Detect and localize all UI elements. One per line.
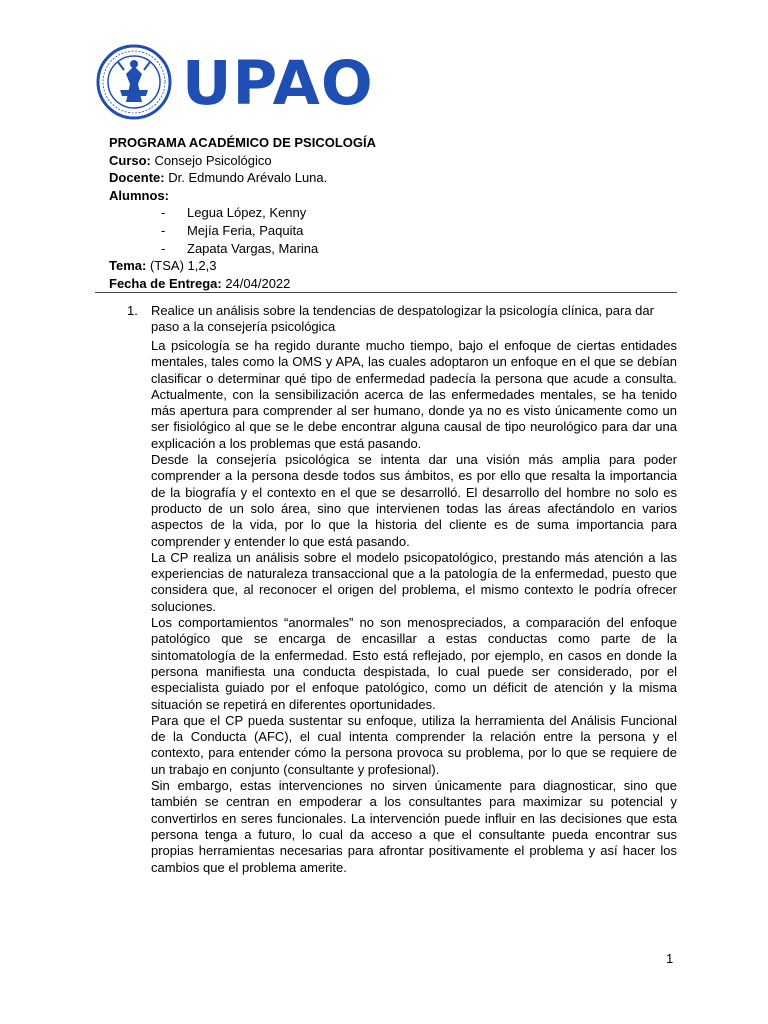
list-item: - Mejía Feria, Paquita <box>161 222 304 238</box>
question-text: Realice un análisis sobre la tendencias de despatologizar la psicología clínica, para dar paso a la consejería psicológica <box>151 303 654 335</box>
paragraph: Sin embargo, estas intervenciones no sirven únicamente para diagnosticar, sino que también se centran en empoderar a los consultantes para maximizar su potencial y convertirlos en seres funcionales. La intervención puede influir en las decisiones que esta persona tenga a futuro, lo cual da acceso a que el consultante pueda encontrar sus propias herramientas necesarias para afrontar positivamente el problema y así hacer los cambios que el problema amerite. <box>151 778 677 875</box>
teacher-line: Docente: Dr. Edmundo Arévalo Luna. <box>109 170 328 186</box>
course-line: Curso: Consejo Psicológico <box>109 152 272 168</box>
question-heading <box>127 303 677 336</box>
university-seal-icon <box>96 44 172 120</box>
list-item: - Legua López, Kenny <box>161 205 307 221</box>
answer-body <box>151 338 677 876</box>
topic-line: Tema: (TSA) 1,2,3 <box>109 258 217 274</box>
list-item: - Zapata Vargas, Marina <box>161 240 319 256</box>
paragraph: Para que el CP pueda sustentar su enfoque, utiliza la herramienta del Análisis Funcional de la Conducta (AFC), el cual intenta comprender la relación entre la persona y el contexto, para entender cómo la persona provoca su problema, por lo que se requiere de un trabajo en conjunto (consultante y profesional). <box>151 712 677 777</box>
paragraph: Los comportamientos “anormales” no son menospreciados, a comparación del enfoque patológico que se encarga de encasillar a estas conductas como parte de la sintomatología de la enfermedad. Esto está reflejado, por ejemplo, en casos en donde la persona manifiesta una conducta despistada, lo cual puede ser considerado, por el especialista guiado por el enfoque patológico, como un déficit de atención y la misma situación se repetirá en diferentes oportunidades. <box>151 615 677 712</box>
due-date-line: Fecha de Entrega: 24/04/2022 <box>109 275 291 291</box>
paragraph: Desde la consejería psicológica se intenta dar una visión más amplia para poder comprender a la persona desde todos sus ámbitos, es por ello que resalta la importancia de la biografía y el contexto en el que se desarrolló. El desarrollo del hombre no solo es producto de un solo área, sino que intervienen todas las áreas afectándolo en varios aspectos de la vida, por lo que la historia del cliente es de suma importancia para comprender y entender lo que está pasando. <box>151 452 677 549</box>
students-label: Alumnos: <box>109 187 169 203</box>
students-list <box>109 204 669 257</box>
page-number: 1 <box>666 951 674 966</box>
header-divider <box>95 292 677 293</box>
document-header <box>109 134 669 292</box>
paragraph: La psicología se ha regido durante mucho tiempo, bajo el enfoque de ciertas entidades mentales, tales como la OMS y APA, las cuales adoptaron un enfoque en el que se debían clasificar o determinar qué tipo de enfermedad padecía la persona que acude a consulta. Actualmente, con la sensibilización acerca de las enfermedades mentales, se ha tenido más apertura para comprender al ser humano, donde ya no es visto únicamente como un ser fisiológico al que se le debe encontrar alguna causal de tipo neurológico para dar una explicación a los problemas que está pasando. <box>151 338 677 451</box>
upao-wordmark: UPAO <box>182 48 374 119</box>
upao-logo <box>96 44 374 120</box>
paragraph: La CP realiza un análisis sobre el modelo psicopatológico, prestando más atención a las experiencias de naturaleza transaccional que a la patología de la enfermedad, puesto que considera que, al reconocer el origen del problema, el mismo contexto le podría ofrecer soluciones. <box>151 549 677 614</box>
question-number: 1. <box>127 303 138 318</box>
program-title: PROGRAMA ACADÉMICO DE PSICOLOGÍA <box>109 135 376 150</box>
